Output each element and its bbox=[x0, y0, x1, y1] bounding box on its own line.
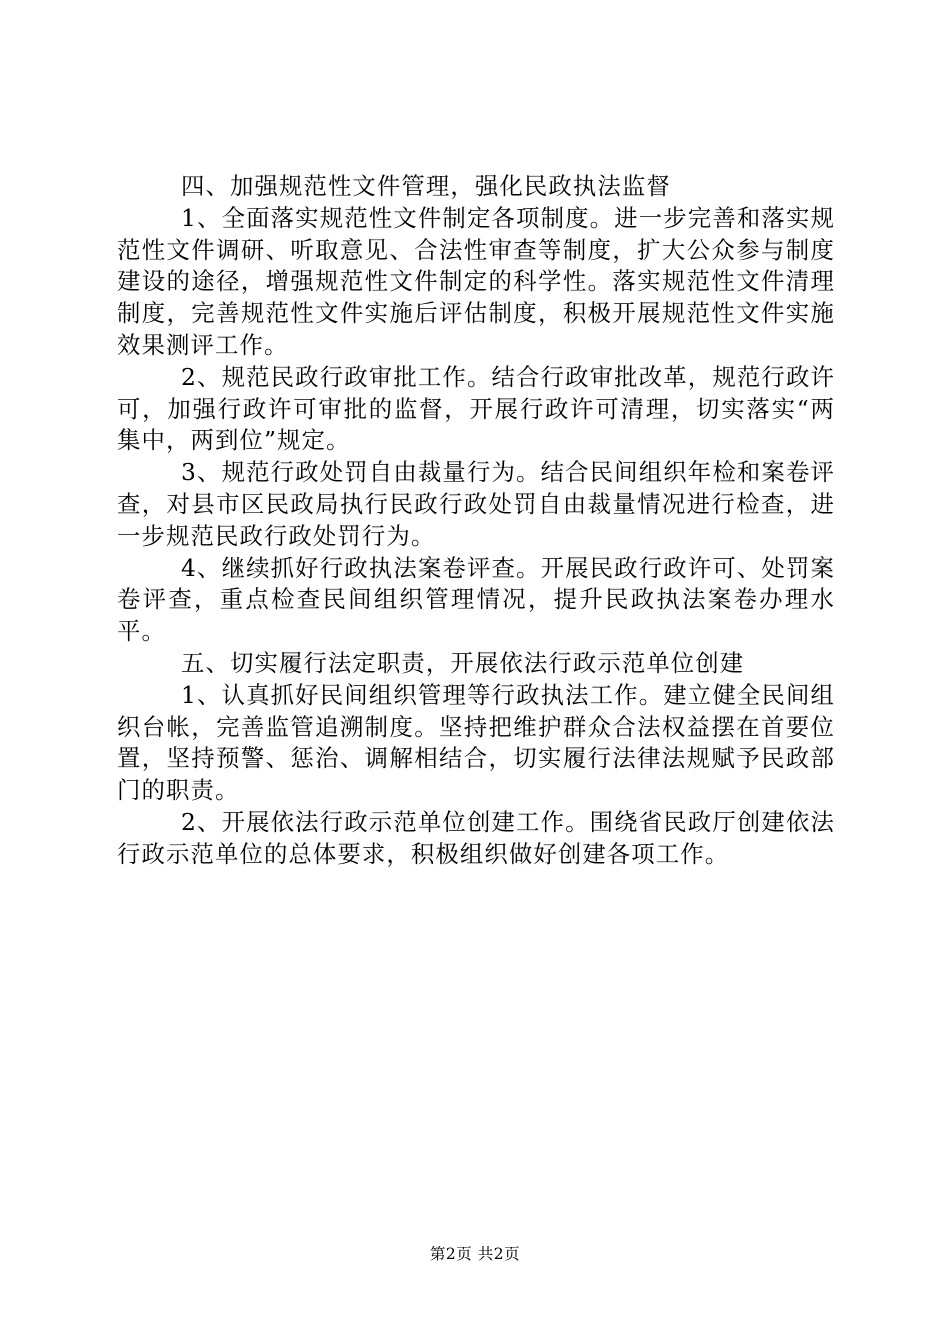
paragraph: 2、开展依法行政示范单位创建工作。围绕省民政厅创建依法行政示范单位的总体要求，积极组织做好创建各项工作。 bbox=[117, 807, 835, 868]
paragraph: 3、规范行政处罚自由裁量行为。结合民间组织年检和案卷评查，对县市区民政局执行民政行政处罚自由裁量情况进行检查，进一步规范民政行政处罚行为。 bbox=[117, 458, 835, 550]
page-number-footer: 第2页 共2页 bbox=[429, 1245, 521, 1263]
paragraph: 4、继续抓好行政执法案卷评查。开展民政行政许可、处罚案卷评查，重点检查民间组织管理情况，提升民政执法案卷办理水平。 bbox=[117, 553, 835, 646]
paragraph: 1、全面落实规范性文件制定各项制度。进一步完善和落实规范性文件调研、听取意见、合法性审查等制度，扩大公众参与制度建设的途径，增强规范性文件制定的科学性。落实规范性文件清理制度，完善规范性文件实施后评估制度，积极开展规范性文件实施效果测评工作。 bbox=[117, 203, 835, 359]
section-heading-4: 四、加强规范性文件管理，强化民政执法监督 bbox=[181, 172, 671, 200]
document-body bbox=[117, 171, 835, 871]
paragraph: 1、认真抓好民间组织管理等行政执法工作。建立健全民间组织台帐，完善监管追溯制度。坚持把维护群众合法权益摆在首要位置，坚持预警、惩治、调解相结合，切实履行法律法规赋予民政部门的职责。 bbox=[117, 680, 835, 805]
paragraph: 2、规范民政行政审批工作。结合行政审批改革，规范行政许可，加强行政许可审批的监督，开展行政许可清理，切实落实“两集中，两到位”规定。 bbox=[117, 362, 835, 455]
section-heading-5: 五、切实履行法定职责，开展依法行政示范单位创建 bbox=[181, 648, 745, 677]
